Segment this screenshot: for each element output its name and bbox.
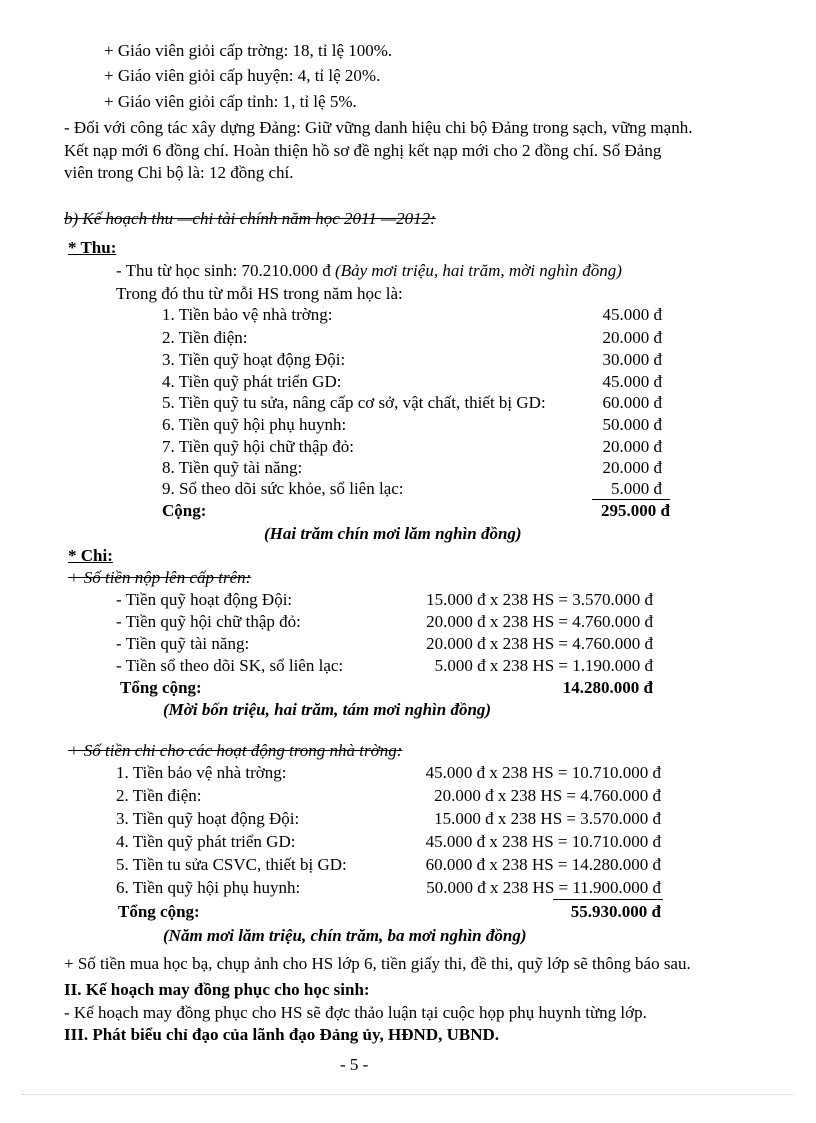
chi-heading: * Chi:: [68, 546, 113, 565]
thu-item-amount: 20.000 đ: [602, 328, 662, 347]
thu-item-label: 7. Tiền quỹ hội chữ thập đỏ:: [162, 437, 354, 456]
chi-school-total-words: (Năm mơi lăm triệu, chín trăm, ba mơi nghìn đồng): [163, 926, 527, 945]
chi-school-item-label: 1. Tiền bảo vệ nhà trờng:: [116, 763, 287, 782]
chi-upper-item-label: - Tiền quỹ hoạt động Đội:: [116, 590, 293, 609]
chi-school-item-calc: 15.000 đ x 238 HS = 3.570.000 đ: [434, 809, 661, 828]
chi-school-item-label: 6. Tiền quỹ hội phụ huynh:: [116, 878, 301, 897]
chi-school-item-calc: 45.000 đ x 238 HS = 10.710.000 đ: [425, 763, 661, 782]
chi-school-item-label: 3. Tiền quỹ hoạt động Đội:: [116, 809, 300, 828]
thu-item-amount: 5.000 đ: [611, 479, 662, 498]
thu-item-amount: 30.000 đ: [602, 350, 662, 369]
thu-item-amount: 45.000 đ: [602, 372, 662, 391]
thu-item-amount: 50.000 đ: [602, 415, 662, 434]
thu-sum-label: Cộng:: [162, 501, 207, 520]
section-iii-heading: III. Phát biểu chỉ đạo của lãnh đạo Đảng ủy, HĐND, UBND.: [64, 1025, 500, 1044]
section-ii-text: - Kế hoạch may đồng phục cho HS sẽ đợc thảo luận tại cuộc họp phụ huynh từng lớp.: [64, 1003, 647, 1022]
thu-item-label: 8. Tiền quỹ tài năng:: [162, 458, 303, 477]
section-ii-heading: II. Kế hoạch may đồng phục cho học sinh:: [64, 980, 370, 999]
finance-plan-heading: b) Kế hoạch thu —chi tài chính năm học 2011 —2012:: [64, 209, 436, 228]
thu-total-line: [116, 261, 622, 281]
thu-per-student-intro: Trong đó thu từ mỗi HS trong năm học là:: [116, 284, 403, 303]
chi-upper-item-calc: 5.000 đ x 238 HS = 1.190.000 đ: [434, 656, 653, 675]
thu-total-words: (Bảy mơi triệu, hai trăm, mời nghìn đồng): [335, 261, 622, 280]
thu-item-label: 9. Sổ theo dõi sức khỏe, sổ liên lạc:: [162, 479, 404, 498]
thu-sum-value: 295.000 đ: [601, 501, 670, 520]
party-paragraph-line-2: Kết nạp mới 6 đồng chí. Hoàn thiện hồ sơ đề nghị kết nạp mới cho 2 đồng chí. Số Đảng: [64, 141, 662, 160]
thu-sum-words: (Hai trăm chín mơi lăm nghìn đồng): [264, 524, 522, 543]
thu-item-label: 1. Tiền bảo vệ nhà trờng:: [162, 305, 333, 324]
chi-school-item-label: 5. Tiền tu sửa CSVC, thiết bị GD:: [116, 855, 347, 874]
chi-upper-item-label: - Tiền sổ theo dõi SK, sổ liên lạc:: [116, 656, 344, 675]
page-number: - 5 -: [340, 1055, 369, 1074]
chi-upper-item-calc: 20.000 đ x 238 HS = 4.760.000 đ: [426, 634, 653, 653]
thu-heading: * Thu:: [68, 238, 117, 257]
chi-upper-item-label: - Tiền quỹ hội chữ thập đỏ:: [116, 612, 301, 631]
chi-school-item-calc: 50.000 đ x 238 HS = 11.900.000 đ: [426, 878, 661, 897]
thu-item-label: 6. Tiền quỹ hội phụ huynh:: [162, 415, 347, 434]
chi-school-total-label: Tổng cộng:: [118, 902, 200, 921]
chi-school-item-label: 2. Tiền điện:: [116, 786, 202, 805]
chi-upper-heading: + Số tiền nộp lên cấp trên:: [68, 568, 252, 587]
party-paragraph-line-1: - Đối với công tác xây dựng Đảng: Giữ vững danh hiệu chi bộ Đảng trong sạch, vững mạnh.: [64, 118, 693, 137]
party-paragraph-line-3: viên trong Chi bộ là: 12 đồng chí.: [64, 163, 294, 182]
later-notice: + Số tiền mua học bạ, chụp ảnh cho HS lớp 6, tiền giấy thi, đề thi, quỹ lớp sẽ thông báo sau.: [64, 954, 691, 973]
thu-item-label: 2. Tiền điện:: [162, 328, 248, 347]
thu-item-label: 4. Tiền quỹ phát triển GD:: [162, 372, 342, 391]
chi-school-total-rule: [553, 899, 663, 900]
chi-school-heading: + Số tiền chi cho các hoạt động trong nhà trờng:: [68, 741, 403, 760]
thu-item-label: 5. Tiền quỹ tu sửa, nâng cấp cơ sở, vật chất, thiết bị GD:: [162, 393, 546, 412]
teacher-stat-province: + Giáo viên giỏi cấp tỉnh: 1, tỉ lệ 5%.: [104, 92, 357, 111]
thu-total-amount: - Thu từ học sinh: 70.210.000 đ: [116, 261, 336, 280]
chi-school-item-calc: 20.000 đ x 238 HS = 4.760.000 đ: [434, 786, 661, 805]
chi-upper-total-value: 14.280.000 đ: [562, 678, 653, 697]
thu-item-amount: 45.000 đ: [602, 305, 662, 324]
thu-item-amount: 20.000 đ: [602, 437, 662, 456]
chi-upper-total-label: Tổng cộng:: [120, 678, 202, 697]
thu-sum-rule: [592, 499, 670, 500]
chi-school-item-label: 4. Tiền quỹ phát triển GD:: [116, 832, 296, 851]
chi-upper-item-label: - Tiền quỹ tài năng:: [116, 634, 250, 653]
teacher-stat-school: + Giáo viên giỏi cấp trờng: 18, tỉ lệ 100%.: [104, 41, 393, 60]
chi-upper-total-words: (Mời bốn triệu, hai trăm, tám mơi nghìn đồng): [163, 700, 492, 719]
thu-item-amount: 60.000 đ: [602, 393, 662, 412]
thu-item-amount: 20.000 đ: [602, 458, 662, 477]
chi-upper-item-calc: 20.000 đ x 238 HS = 4.760.000 đ: [426, 612, 653, 631]
page-bottom-divider: [22, 1094, 794, 1095]
chi-upper-item-calc: 15.000 đ x 238 HS = 3.570.000 đ: [426, 590, 653, 609]
chi-school-item-calc: 45.000 đ x 238 HS = 10.710.000 đ: [425, 832, 661, 851]
thu-item-label: 3. Tiền quỹ hoạt động Đội:: [162, 350, 346, 369]
chi-school-item-calc: 60.000 đ x 238 HS = 14.280.000 đ: [425, 855, 661, 874]
chi-school-total-value: 55.930.000 đ: [570, 902, 661, 921]
teacher-stat-district: + Giáo viên giỏi cấp huyện: 4, tỉ lệ 20%.: [104, 66, 381, 85]
